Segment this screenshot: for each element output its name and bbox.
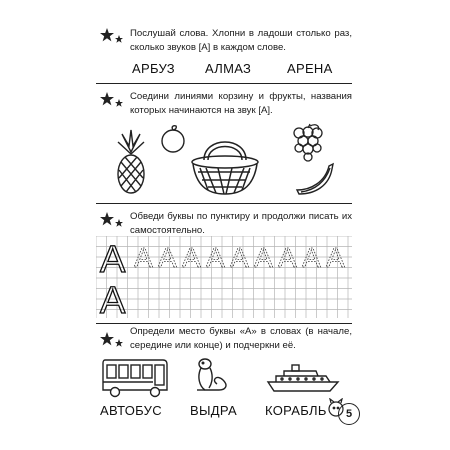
separator-3 [96, 323, 352, 324]
word-almaz: АЛМАЗ [205, 61, 252, 76]
stars-icon [98, 26, 126, 46]
banana-icon [293, 160, 337, 196]
separator-2 [96, 203, 352, 204]
task-2-instruction: Соедини линиями корзину и фрукты, названия которых начинаются на звук [А]. [130, 91, 352, 116]
otter-icon [191, 356, 231, 398]
ship-icon [266, 360, 340, 394]
trace-letter: А [158, 242, 177, 273]
trace-letter: А [326, 242, 345, 273]
page-number: 5 [338, 403, 360, 425]
word-arbuz: АРБУЗ [132, 61, 175, 76]
task-1-instruction: Послушай слова. Хлопни в ладоши столько раз, сколько звуков [А] в каждом слове. [130, 28, 352, 53]
pineapple-icon [108, 128, 154, 196]
stars-icon [98, 330, 126, 350]
trace-letter: А [302, 242, 321, 273]
task-3-instruction: Обведи буквы по пунктиру и продолжи писать их самостоятельно. [130, 211, 352, 236]
model-letter: А [100, 239, 126, 281]
trace-letter: А [134, 242, 153, 273]
trace-letter: А [278, 242, 297, 273]
task-4-instruction: Определи место буквы «А» в словах (в начале, середине или конце) и подчеркни её. [130, 326, 352, 351]
trace-letter: А [254, 242, 273, 273]
basket-icon [188, 132, 262, 198]
orange-icon [158, 124, 188, 154]
model-letter: А [100, 280, 126, 318]
word-avtobus: АВТОБУС [100, 403, 162, 418]
trace-letter: А [206, 242, 225, 273]
stars-icon [98, 90, 126, 110]
stars-icon [98, 210, 126, 230]
word-korabl: КОРАБЛЬ [265, 403, 327, 418]
bus-icon [101, 356, 169, 398]
trace-letter: А [182, 242, 201, 273]
trace-letter: А [230, 242, 249, 273]
word-arena: АРЕНА [287, 61, 333, 76]
separator-1 [96, 83, 352, 84]
grapes-icon [288, 122, 328, 162]
word-vydra: ВЫДРА [190, 403, 237, 418]
handwriting-grid [96, 236, 352, 318]
